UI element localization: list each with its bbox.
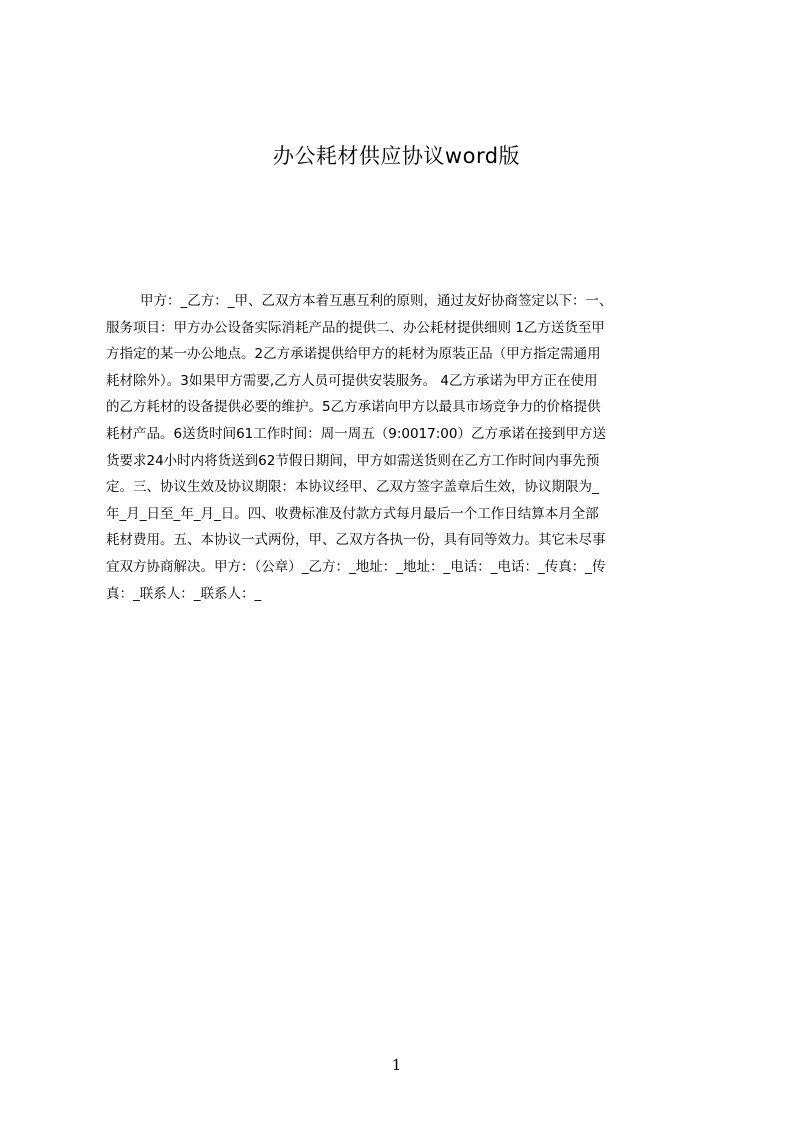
paragraph-line: 的乙方耗材的设备提供必要的维护。5乙方承诺向甲方以最具市场竞争力的价格提供: [106, 399, 601, 416]
paragraph-line: 甲方：_乙方：_甲、乙双方本着互惠互利的原则，通过友好协商签定以下：一、: [140, 293, 613, 309]
paragraph-line: 宜双方协商解决。甲方：（公章）_乙方：_地址：_地址：_电话：_电话：_传真：_传: [106, 558, 606, 575]
paragraph-line: 耗材产品。6送货时间61工作时间：周一周五（9:0017:00）乙方承诺在接到甲方送: [106, 425, 606, 442]
paragraph-line: 货要求24小时内将货送到62节假日期间，甲方如需送货则在乙方工作时间内事先预: [106, 452, 600, 469]
document-title: 办公耗材供应协议word版: [272, 144, 521, 168]
paragraph-line: 年_月_日至_年_月_日。四、收费标准及付款方式每月最后一个工作日结算本月全部: [106, 505, 599, 522]
paragraph-line: 服务项目：甲方办公设备实际消耗产品的提供二、办公耗材提供细则 1乙方送货至甲: [106, 319, 605, 336]
page-number: 1: [391, 1056, 402, 1074]
paragraph-line: 定。三、协议生效及协议期限：本协议经甲、乙双方签字盖章后生效，协议期限为_: [106, 479, 599, 496]
paragraph-line: 方指定的某一办公地点。2乙方承诺提供给甲方的耗材为原装正品（甲方指定需通用: [106, 346, 601, 363]
paragraph-line: 耗材费用。五、本协议一式两份，甲、乙双方各执一份，具有同等效力。其它未尽事: [106, 532, 606, 549]
paragraph-line: 真：_联系人：_联系人：_: [106, 585, 262, 602]
paragraph-line: 耗材除外）。3如果甲方需要,乙方人员可提供安装服务。 4乙方承诺为甲方正在使用: [106, 372, 598, 389]
document-body: [106, 288, 698, 618]
